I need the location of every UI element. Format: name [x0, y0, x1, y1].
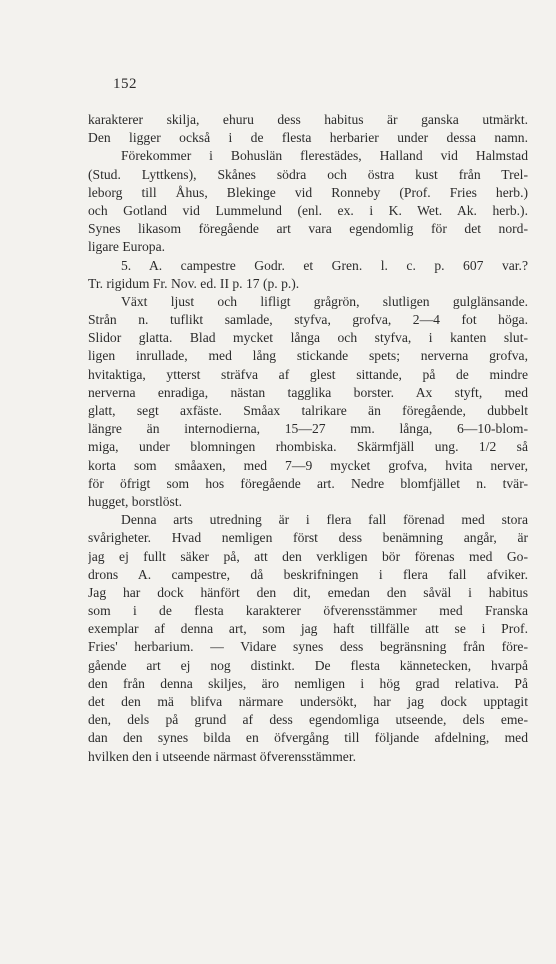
- text-line: ligare Europa.: [88, 239, 165, 255]
- text-line: exemplar af denna art, som jag haft tillfälle att se i Prof.: [88, 621, 528, 637]
- text-line: hvilken den i utseende närmast öfverensstämmer.: [88, 748, 357, 764]
- text-line: dan den synes bilda en öfvergång till följande afdelning, med: [88, 730, 528, 746]
- text-line: den från denna skiljes, äro nemligen i hög grad relativa. På: [88, 675, 528, 691]
- text-line: det den mä blifva närmare undersökt, har jag dock upptagit: [88, 694, 528, 709]
- text-line: korta som småaxen, med 7—9 mycket grofva, hvita nerver,: [88, 457, 528, 473]
- text-line: hvitaktiga, ytterst sträfva af glest sittande, på de mindre: [88, 366, 528, 382]
- text-line: hugget, borstlöst.: [88, 493, 183, 509]
- text-line: längre än internodierna, 15—27 mm. långa, 6—10-blom-: [88, 421, 528, 437]
- text-line: miga, under blomningen rhombiska. Skärmfjäll ung. 1/2 så: [88, 439, 528, 455]
- text-line: leborg till Åhus, Blekinge vid Ronneby (Prof. Fries herb.): [88, 184, 528, 200]
- text-line: Synes likasom föregående art vara egendomlig för det nord-: [88, 221, 528, 237]
- text-line: Växt ljust och lifligt grågrön, slutligen gulglänsande.: [121, 293, 528, 309]
- text-line: (Stud. Lyttkens), Skånes södra och östra kust från Trel-: [88, 166, 528, 182]
- text-line: Denna arts utredning är i flera fall förenad med stora: [121, 512, 528, 528]
- text-line: Slidor glatta. Blad mycket långa och styfva, i kanten slut-: [88, 330, 528, 346]
- body-text: [88, 111, 528, 766]
- text-line: för öfrigt som hos föregående art. Nedre blomfjället n. tvär-: [88, 475, 528, 491]
- text-line: Strån n. tuflikt samlade, styfva, grofva, 2—4 fot höga.: [88, 312, 528, 328]
- text-line: Tr. rigidum Fr. Nov. ed. II p. 17 (p. p.).: [88, 275, 300, 291]
- text-line: gående art ej nog distinkt. De flesta kännetecken, hvarpå: [88, 657, 528, 673]
- text-line: Fries' herbarium. — Vidare synes dess begränsning från före-: [88, 639, 528, 655]
- text-line: nerverna enradiga, nästan tagglika borster. Ax styft, med: [88, 384, 528, 400]
- text-line: Förekommer i Bohuslän flerestädes, Halland vid Halmstad: [121, 148, 528, 164]
- text-line: Jag har dock hänfört den dit, emedan den såväl i habitus: [88, 584, 528, 600]
- text-line: ligen inrullade, med lång stickande spets; nerverna grofva,: [88, 348, 528, 364]
- text-line: glatt, segt axfäste. Småax talrikare än föregående, dubbelt: [88, 403, 528, 418]
- text-line: drons A. campestre, då beskrifningen i flera fall afviker.: [88, 566, 528, 582]
- page-number: 152: [113, 76, 137, 92]
- text-line: Den ligger också i de flesta herbarier under dessa namn.: [88, 130, 528, 146]
- text-line: och Gotland vid Lummelund (enl. ex. i K. Wet. Ak. herb.).: [88, 202, 528, 218]
- text-line: 5. A. campestre Godr. et Gren. l. c. p. 607 var.?: [121, 257, 528, 273]
- text-line: svårigheter. Hvad nemligen först dess benämning angår, är: [88, 530, 528, 546]
- text-line: karakterer skilja, ehuru dess habitus är ganska utmärkt.: [88, 112, 528, 127]
- text-line: jag ej fullt säker på, att den verkligen bör förenas med Go-: [88, 548, 528, 564]
- text-line: den, dels på grund af dess egendomliga utseende, dels eme-: [88, 712, 528, 728]
- text-line: som i de flesta karakterer öfverensstämmer med Franska: [88, 603, 528, 619]
